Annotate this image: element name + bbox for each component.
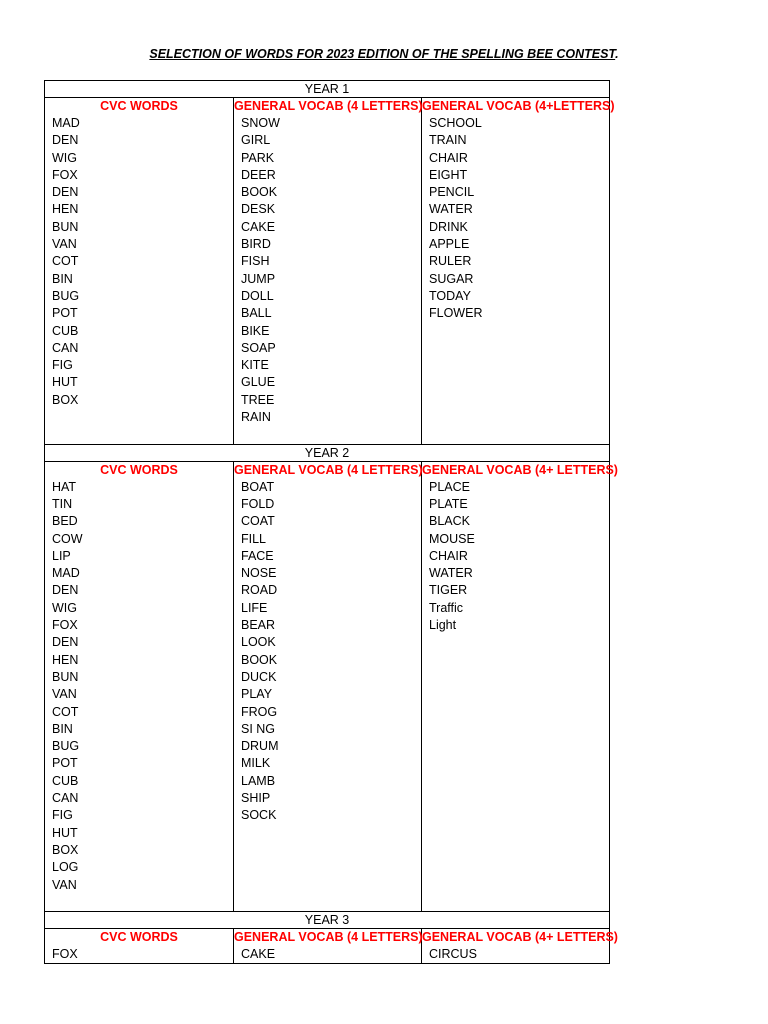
word-item: SOCK [241, 808, 277, 823]
word-item: BED [52, 514, 78, 529]
title-text: SELECTION OF WORDS FOR 2023 EDITION OF THE SPELLING BEE CONTEST [149, 47, 616, 61]
word-item: MAD [52, 566, 80, 581]
word-item: PLATE [429, 496, 468, 511]
word-item: COT [52, 254, 79, 269]
word-item: MAD [52, 116, 80, 130]
word-item: PARK [241, 150, 275, 165]
word-item: EIGHT [429, 167, 468, 182]
word-item: LOOK [241, 635, 276, 650]
word-item: Light [429, 618, 457, 633]
word-table [44, 80, 618, 964]
year-row [45, 912, 610, 929]
word-item: CAKE [241, 947, 276, 962]
words-row [45, 946, 610, 964]
cvc-words-header: CVC WORDS [45, 929, 234, 947]
word-item: DEN [52, 635, 79, 650]
word-column [234, 115, 422, 444]
word-item: BOAT [241, 479, 275, 494]
word-item: BEAR [241, 618, 276, 633]
word-item: TIN [52, 496, 73, 511]
word-item: WATER [429, 566, 473, 581]
document-title [0, 47, 768, 61]
word-item: SI NG [241, 721, 276, 736]
word-item: BIKE [241, 323, 270, 338]
word-item: BOOK [241, 652, 278, 667]
year-label: YEAR 3 [45, 912, 610, 929]
word-item: GLUE [241, 375, 276, 390]
word-table-body [45, 81, 618, 964]
word-column [234, 946, 422, 964]
word-item: PLAY [241, 687, 273, 702]
word-item: CUB [52, 323, 79, 338]
word-item: FIG [52, 808, 73, 823]
word-item: FOX [52, 618, 78, 633]
word-item: DESK [241, 202, 276, 217]
word-item: WATER [429, 202, 473, 217]
word-column [234, 479, 422, 912]
word-item: BIN [52, 271, 73, 286]
word-item: TODAY [429, 288, 471, 303]
word-column [45, 946, 234, 964]
word-item: COT [52, 704, 79, 719]
word-item: POT [52, 756, 78, 771]
word-item: SNOW [241, 116, 280, 130]
column-header-row [45, 929, 610, 947]
word-item: BUG [52, 288, 80, 303]
word-item: CAKE [241, 219, 276, 234]
word-item: BIN [52, 721, 73, 736]
word-item: TRAIN [429, 133, 467, 148]
word-item: NOSE [241, 566, 277, 581]
word-item: BOX [52, 842, 79, 857]
word-item: HUT [52, 825, 78, 840]
word-item: HAT [52, 479, 77, 494]
word-item: CIRCUS [429, 947, 477, 962]
word-item: DRUM [241, 739, 279, 754]
word-item: TIGER [429, 583, 468, 598]
word-item: DEN [52, 185, 79, 200]
year-label: YEAR 1 [45, 81, 610, 98]
word-item: CAN [52, 340, 79, 355]
title-period: . [615, 47, 619, 61]
word-item: JUMP [241, 271, 276, 286]
word-item: FILL [241, 531, 267, 546]
word-item: FOX [52, 167, 78, 182]
vocab-4-letters-header: GENERAL VOCAB (4 LETTERS) [234, 462, 423, 477]
word-item: FIG [52, 358, 73, 373]
word-column [45, 115, 234, 444]
word-item: GIRL [241, 133, 271, 148]
word-item: RAIN [241, 410, 271, 425]
column-header-row [45, 98, 610, 116]
word-item: FACE [241, 548, 274, 563]
word-item: SHIP [241, 791, 271, 806]
word-item: BIRD [241, 237, 271, 252]
word-item: Traffic [429, 600, 464, 615]
word-item: BUN [52, 669, 79, 684]
year-label: YEAR 2 [45, 444, 610, 461]
word-item: POT [52, 306, 78, 321]
word-item: DUCK [241, 669, 277, 684]
word-item: DOLL [241, 288, 274, 303]
word-item: VAN [52, 237, 77, 252]
word-item: LIFE [241, 600, 268, 615]
words-row [45, 479, 610, 912]
word-item: BUN [52, 219, 79, 234]
word-item: DEN [52, 133, 79, 148]
word-item: WIG [52, 600, 77, 615]
word-item: BLACK [429, 514, 470, 529]
word-item: PENCIL [429, 185, 475, 200]
word-item: COAT [241, 514, 275, 529]
word-item: DEER [241, 167, 276, 182]
word-item: DEN [52, 583, 79, 598]
word-item: SOAP [241, 340, 276, 355]
words-row [45, 115, 610, 444]
vocab-4-letters-header: GENERAL VOCAB (4 LETTERS) [234, 930, 423, 945]
vocab-4plus-letters-header: GENERAL VOCAB (4+ LETTERS) [422, 930, 618, 945]
word-item: CUB [52, 773, 79, 788]
word-item: HEN [52, 652, 79, 667]
word-item: TREE [241, 392, 275, 407]
word-item: FISH [241, 254, 270, 269]
word-item: FOLD [241, 496, 275, 511]
word-item: ROAD [241, 583, 278, 598]
word-item: LAMB [241, 773, 276, 788]
cvc-words-header: CVC WORDS [45, 98, 234, 116]
column-header-row [45, 461, 610, 479]
word-item: BALL [241, 306, 272, 321]
word-item: BUG [52, 739, 80, 754]
year-row [45, 444, 610, 461]
word-item: CAN [52, 791, 79, 806]
word-item: COW [52, 531, 83, 546]
word-item: KITE [241, 358, 269, 373]
word-item: RULER [429, 254, 472, 269]
word-item: VAN [52, 687, 77, 702]
word-item: PLACE [429, 479, 470, 494]
word-item: FLOWER [429, 306, 483, 321]
word-item: LOG [52, 860, 79, 875]
word-column [422, 479, 610, 912]
word-column [422, 946, 610, 964]
word-item: MOUSE [429, 531, 475, 546]
word-item: HUT [52, 375, 78, 390]
word-item: APPLE [429, 237, 470, 252]
word-item: SCHOOL [429, 116, 482, 130]
word-item: FOX [52, 947, 78, 962]
word-column [422, 115, 610, 444]
word-column [45, 479, 234, 912]
word-item: BOX [52, 392, 79, 407]
word-item: VAN [52, 877, 77, 892]
word-item: CHAIR [429, 548, 468, 563]
word-item: BOOK [241, 185, 278, 200]
word-item: SUGAR [429, 271, 474, 286]
word-item: CHAIR [429, 150, 468, 165]
vocab-4plus-letters-header: GENERAL VOCAB (4+ LETTERS) [422, 462, 618, 477]
word-item: MILK [241, 756, 271, 771]
vocab-4plus-letters-header: GENERAL VOCAB (4+LETTERS) [422, 99, 615, 113]
cvc-words-header: CVC WORDS [45, 461, 234, 479]
vocab-4-letters-header: GENERAL VOCAB (4 LETTERS) [234, 99, 423, 113]
word-item: WIG [52, 150, 77, 165]
word-item: FROG [241, 704, 278, 719]
word-item: HEN [52, 202, 79, 217]
word-item: DRINK [429, 219, 468, 234]
year-row [45, 81, 610, 98]
word-item: LIP [52, 548, 71, 563]
